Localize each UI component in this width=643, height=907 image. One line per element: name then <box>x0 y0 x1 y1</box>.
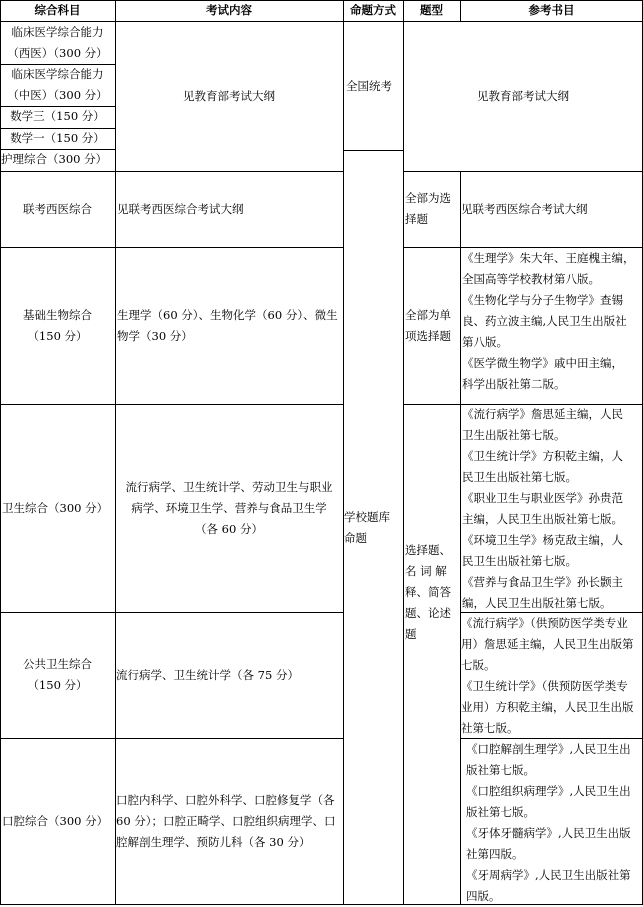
content-line: 物学（30 分） <box>117 328 193 343</box>
book-line: 四版。 <box>466 889 501 903</box>
school-exam-mode <box>344 150 403 905</box>
book-line: 社第七版。 <box>461 721 519 735</box>
subject-line: 临床医学综合能力 <box>11 25 104 39</box>
national-exam-content: 见教育部考试大纲 <box>183 89 275 103</box>
shared-question-type <box>405 404 460 738</box>
basic-biology-content <box>117 247 343 404</box>
public-health-content: 流行病学、卫生统计学（各 75 分） <box>116 667 299 682</box>
book-line: 版社第七版。 <box>466 763 535 777</box>
book-line: 《流行病学》詹思延主编，人民 <box>462 407 623 421</box>
book-line: 社第四版。 <box>466 847 524 861</box>
liankao-content: 见联考西医综合考试大纲 <box>117 201 244 216</box>
subject-line: （150 分） <box>27 678 88 692</box>
book-line: 良、药立波主编,人民卫生出版社 <box>462 314 627 328</box>
book-line: 全国高等学校教材第八版。 <box>462 272 600 286</box>
national-exam-mode: 全国统考 <box>346 78 392 93</box>
header-mode: 命题方式 <box>350 3 396 17</box>
content-line: 生理学（60 分）、生物化学（60 分）、微生 <box>117 307 338 322</box>
subject-liankao-western: 联考西医综合 <box>23 201 92 216</box>
content-line: 60 分）；口腔正畸学、口腔组织病理学、口 <box>116 813 336 828</box>
book-line: 七版。 <box>461 658 496 672</box>
subject-line: （中医）（300 分） <box>7 88 108 102</box>
book-line: 版社第七版。 <box>466 805 535 819</box>
subject-nursing: 护理综合（300 分） <box>1 152 108 166</box>
book-line: 科学出版社第二版。 <box>462 377 566 391</box>
public-health-books <box>461 613 643 738</box>
book-line: 《流行病学》（供预防医学类专业 <box>461 616 628 630</box>
book-line: 用）詹思延主编，人民卫生出版第 <box>461 637 634 651</box>
qtype-line: 释、简答 <box>405 584 451 599</box>
subject-line: 基础生物综合 <box>23 307 92 322</box>
subject-clinical-western <box>0 22 115 64</box>
book-line: 民卫生出版社第七版。 <box>462 470 577 484</box>
qtype-line: 项选择题 <box>405 328 451 343</box>
hygiene-content <box>115 404 343 612</box>
book-line: 第八版。 <box>462 335 508 349</box>
book-line: 主编，人民卫生出版社第七版。 <box>462 512 623 526</box>
hygiene-books <box>462 404 643 612</box>
qtype-line: 名 词 解 <box>405 563 447 578</box>
qtype-line: 全部为单 <box>405 307 451 322</box>
subject-line: （西医）（300 分） <box>7 46 108 60</box>
book-line: 《口腔组织病理学》,人民卫生出 <box>466 784 631 798</box>
header-content: 考试内容 <box>206 3 252 17</box>
subject-basic-biology <box>0 247 115 404</box>
mode-line: 命题 <box>344 530 367 545</box>
qtype-line: 题、论述 <box>405 605 451 620</box>
content-line: （各 60 分） <box>195 521 263 536</box>
liankao-books: 见联考西医综合考试大纲 <box>461 201 588 216</box>
book-line: 卫生出版社第七版。 <box>462 428 566 442</box>
oral-content <box>116 738 343 904</box>
content-line: 腔解剖生理学、预防儿科（各 30 分） <box>116 834 311 849</box>
basic-biology-books <box>462 248 643 404</box>
book-line: 《牙体牙髓病学》,人民卫生出版 <box>466 826 631 840</box>
qtype-line: 选择题、 <box>405 542 451 557</box>
header-subject: 综合科目 <box>34 3 81 17</box>
book-line: 民卫生出版社第七版。 <box>462 554 577 568</box>
mode-line: 学校题库 <box>344 509 390 524</box>
qtype-line: 题 <box>405 626 417 641</box>
book-line: 《环境卫生学》杨克敌主编，人 <box>462 533 623 547</box>
subject-line: （150 分） <box>27 328 88 343</box>
book-line: 《口腔解剖生理学》,人民卫生出 <box>466 742 631 756</box>
qtype-line: 择题 <box>405 212 428 226</box>
book-line: 《生物化学与分子生物学》查锡 <box>462 293 623 307</box>
content-line: 病学、环境卫生学、营养与食品卫生学 <box>131 500 327 515</box>
header-reference-books: 参考书目 <box>528 3 575 17</box>
oral-books <box>466 739 643 904</box>
national-exam-books: 见教育部考试大纲 <box>477 89 569 103</box>
content-line: 流行病学、卫生统计学、劳动卫生与职业 <box>125 479 333 494</box>
qtype-line: 全部为选 <box>405 191 451 205</box>
subject-line: 公共卫生综合 <box>23 657 92 671</box>
book-line: 《卫生统计学》（供预防医学类专 <box>461 679 628 693</box>
subject-oral: 口腔综合（300 分） <box>2 813 109 828</box>
subject-clinical-chinese <box>0 64 115 106</box>
content-line: 口腔内科学、口腔外科学、口腔修复学（各 <box>116 792 335 807</box>
book-line: 编，人民卫生出版社第七版。 <box>462 596 612 610</box>
book-line: 《牙周病学》,人民卫生出版社第 <box>466 868 631 882</box>
subject-hygiene: 卫生综合（300 分） <box>2 500 109 515</box>
subject-math-three: 数学三（150 分） <box>10 109 105 123</box>
subject-math-one: 数学一（150 分） <box>10 131 105 145</box>
book-line: 《医学微生物学》戚中田主编， <box>462 356 623 370</box>
basic-biology-question-type <box>405 247 460 404</box>
book-line: 业用）方积乾主编，人民卫生出版 <box>461 700 634 714</box>
book-line: 《卫生统计学》方积乾主编，人 <box>462 449 623 463</box>
header-question-type: 题型 <box>420 3 443 17</box>
book-line: 《营养与食品卫生学》孙长颢主 <box>462 575 623 589</box>
subject-line: 临床医学综合能力 <box>11 67 104 81</box>
subject-public-health <box>0 612 115 738</box>
liankao-question-type <box>405 171 460 247</box>
book-line: 《生理学》朱大年、王庭槐主编， <box>462 251 635 265</box>
book-line: 《职业卫生与职业医学》孙贵范 <box>462 491 623 505</box>
